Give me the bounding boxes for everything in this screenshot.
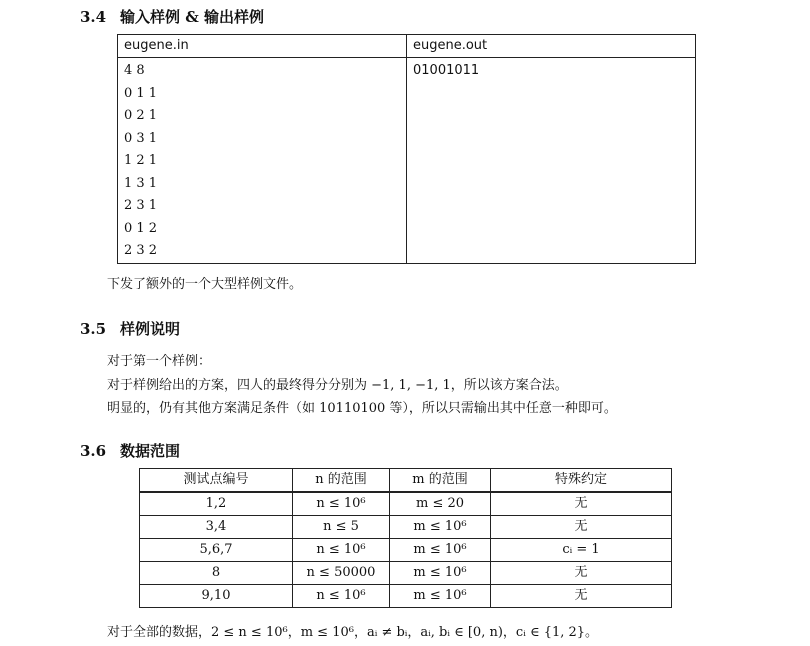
cell-m-range: m ≤ 10⁶ [390,539,491,562]
section-title: 样例说明 [120,320,181,338]
section-title: 数据范围 [120,442,181,460]
table-row [140,516,672,539]
explain-line: 对于第一个样例： [107,354,212,369]
input-line: 1 3 1 [124,175,158,191]
cell-testpoint: 8 [140,562,293,585]
cell-testpoint: 1,2 [140,492,293,516]
input-line: 0 1 1 [124,85,158,101]
input-line: 1 2 1 [124,153,158,168]
section-heading-3-5 [80,318,180,339]
section-number: 3.5 [80,320,107,338]
cell-m-range: m ≤ 10⁶ [390,516,491,539]
explain-line: 明显的，仍有其他方案满足条件（如 10110100 等），所以只需输出其中任意一种即可。 [107,401,617,416]
footer-constraints: 对于全部的数据，2 ≤ n ≤ 10⁶，m ≤ 10⁶，aᵢ ≠ bᵢ，aᵢ, bᵢ ∈ [0, n)，cᵢ ∈ {1, 2}。 [107,625,599,640]
section-title: 输入样例 & 输出样例 [120,8,264,26]
cell-n-range: n ≤ 10⁶ [293,539,390,562]
input-line: 2 3 2 [124,243,158,258]
output-sample-cell [407,58,696,264]
table-row [140,562,672,585]
data-range-table [139,468,672,608]
col-header-n-range: n 的范围 [293,469,390,493]
input-line: 2 3 1 [124,198,158,213]
table-row [140,585,672,608]
cell-m-range: m ≤ 10⁶ [390,562,491,585]
cell-testpoint: 9,10 [140,585,293,608]
cell-special: 无 [491,562,672,585]
output-file-header: eugene.out [407,35,696,58]
col-header-special: 特殊约定 [491,469,672,493]
section-heading-3-6 [80,440,180,461]
cell-n-range: n ≤ 5 [293,516,390,539]
input-line: 4 8 [124,63,145,78]
sample-io-table [117,34,696,264]
input-sample-cell [118,58,407,264]
cell-n-range: n ≤ 10⁶ [293,492,390,516]
cell-special: cᵢ = 1 [491,539,672,562]
col-header-testpoint: 测试点编号 [140,469,293,493]
input-line: 0 1 2 [124,220,158,236]
cell-n-range: n ≤ 50000 [293,562,390,585]
input-line: 0 2 1 [124,108,158,123]
cell-special: 无 [491,492,672,516]
cell-testpoint: 3,4 [140,516,293,539]
table-row [140,539,672,562]
input-line: 0 3 1 [124,130,158,146]
cell-m-range: m ≤ 10⁶ [390,585,491,608]
input-file-header: eugene.in [118,35,407,58]
extra-sample-note: 下发了额外的一个大型样例文件。 [107,277,303,292]
section-number: 3.6 [80,442,107,460]
cell-m-range: m ≤ 20 [390,492,491,516]
section-heading-3-4 [80,6,264,27]
cell-testpoint: 5,6,7 [140,539,293,562]
table-row [140,492,672,516]
explain-line: 对于样例给出的方案，四人的最终得分分别为 −1, 1, −1, 1，所以该方案合法。 [107,378,568,393]
col-header-m-range: m 的范围 [390,469,491,493]
output-line: 01001011 [413,63,480,78]
section-number: 3.4 [80,8,107,26]
cell-n-range: n ≤ 10⁶ [293,585,390,608]
cell-special: 无 [491,585,672,608]
cell-special: 无 [491,516,672,539]
